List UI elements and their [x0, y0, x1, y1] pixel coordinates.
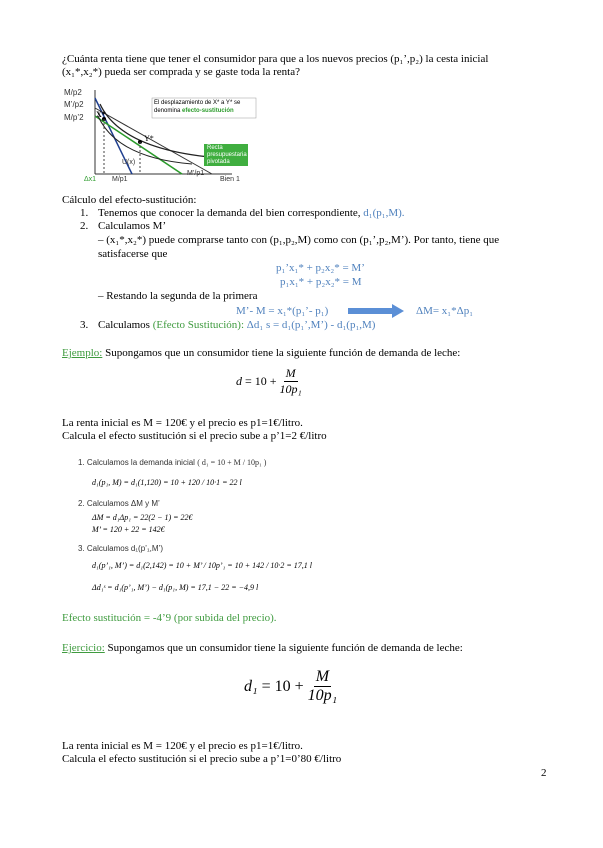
example-calcula: Calcula el efecto sustitución si el precio sube a p’1=2 €/litro [62, 430, 327, 442]
solution-3-eq-2: Δd₁ˢ = d₁(p’₁, M’) − d₁(p₁, M) = 17,1 − 22 = −4,9 l [92, 583, 259, 592]
point-x-label: X* [96, 110, 106, 119]
pivoted-budget-line [95, 116, 182, 174]
solution-2: 2. Calculamos ΔM y M’ [78, 499, 160, 508]
equation-2: p₁x₁* + p₂x₂* = M [280, 276, 362, 288]
step-3-number: 3. [80, 319, 89, 331]
solution-2-eq-1: ΔM = d₁Δp₁ = 22(2 − 1) = 22€ [92, 513, 193, 522]
exercise-label: Ejercicio: [62, 642, 105, 654]
step-2-title: Calculamos M’ [98, 220, 167, 232]
solution-1: 1. Calculamos la demanda inicial ( d₁ = 10 + M / 10p₁ ) [78, 458, 267, 467]
substitution-effect-figure [62, 86, 262, 188]
page-number: 2 [541, 767, 547, 779]
x-label-2: M/p1 [112, 176, 128, 183]
y-label-1: M/p2 [64, 88, 82, 97]
exercise-formula: d₁ = 10 + $\frac{M}{\text{10p₁}}$ [244, 668, 338, 704]
question-line-1: ¿Cuánta renta tiene que tener el consumidor para que a los nuevos precios (p₁’,p₂) la cesta inicial [62, 53, 489, 65]
arrow-icon [348, 304, 406, 318]
step-2-number: 2. [80, 220, 89, 232]
example-formula: d = 10 + $\frac{M}{\text{10p₁}}$ [236, 366, 302, 396]
example-result: Efecto sustitución = -4’9 (por subida del precio). [62, 612, 277, 624]
step-3: Calculamos (Efecto Sustitución): Δd₁ s = d₁(p₁’,M’) - d₁(p₁,M) [98, 319, 376, 331]
equation-4: ΔM= x₁*Δp₁ [416, 305, 474, 317]
equation-1: p₁’x₁* + p₂x₂* = M’ [276, 262, 365, 274]
solution-1-eq: d₁(p₁, M) = d₁(1,120) = 10 + 120 / 10·1 = 22 l [92, 478, 242, 487]
calc-title: Cálculo del efecto-sustitución: [62, 194, 197, 206]
solution-3-eq-1: d₁(p’₁, M’) = d₁(2,142) = 10 + M’ / 10p’₁ = 10 + 142 / 10·2 = 17,1 l [92, 561, 312, 570]
y-label-2: M’/p2 [64, 100, 84, 109]
curve-label: U(x) [122, 159, 136, 166]
solution-3: 3. Calculamos d₁(p’₁,M’) [78, 544, 163, 553]
y-label-3: M/p’2 [64, 113, 84, 122]
step-1: Tenemos que conocer la demanda del bien correspondiente, d₁(p₁,M). [98, 207, 405, 219]
equation-3: M’- M = x₁*(p₁’- p₁) [236, 305, 329, 317]
example-renta: La renta inicial es M = 120€ y el precio es p1=1€/litro. [62, 417, 303, 429]
exercise-intro: Ejercicio: Supongamos que un consumidor tiene la siguiente función de demanda de leche: [62, 642, 463, 654]
green-box-text: Recta presupuestaria pivotada [207, 145, 247, 165]
example-intro: Ejemplo: Supongamos que un consumidor tiene la siguiente función de demanda de leche: [62, 347, 461, 359]
solution-2-eq-2: M’ = 120 + 22 = 142€ [92, 525, 165, 534]
step-2-line-1: – (x₁*,x₂*) puede comprarse tanto con (p₁,p₂,M) como con (p₁’,p₂,M’). Por tanto, tiene que [98, 234, 500, 246]
step-1-number: 1. [80, 207, 89, 219]
point-y-label: Y* [144, 134, 154, 143]
exercise-renta: La renta inicial es M = 120€ y el precio es p1=1€/litro. [62, 740, 303, 752]
step-2-line-2: satisfacerse que [98, 248, 168, 260]
exercise-calcula: Calcula el efecto sustitución si el precio sube a p’1=0’80 €/litro [62, 753, 342, 765]
x-label-4: Bien 1 [220, 176, 240, 183]
example-label: Ejemplo: [62, 347, 103, 359]
x-label-3: M’/p1 [187, 170, 205, 177]
step-2-line-3: – Restando la segunda de la primera [98, 290, 258, 302]
x-label-1: Δx1 [84, 176, 97, 183]
note-text: El desplazamiento de X* a Y* se denomina efecto-sustitución [154, 100, 241, 114]
question-line-2: (x₁*,x₂*) pueda ser comprada y se gaste toda la renta? [62, 66, 300, 78]
